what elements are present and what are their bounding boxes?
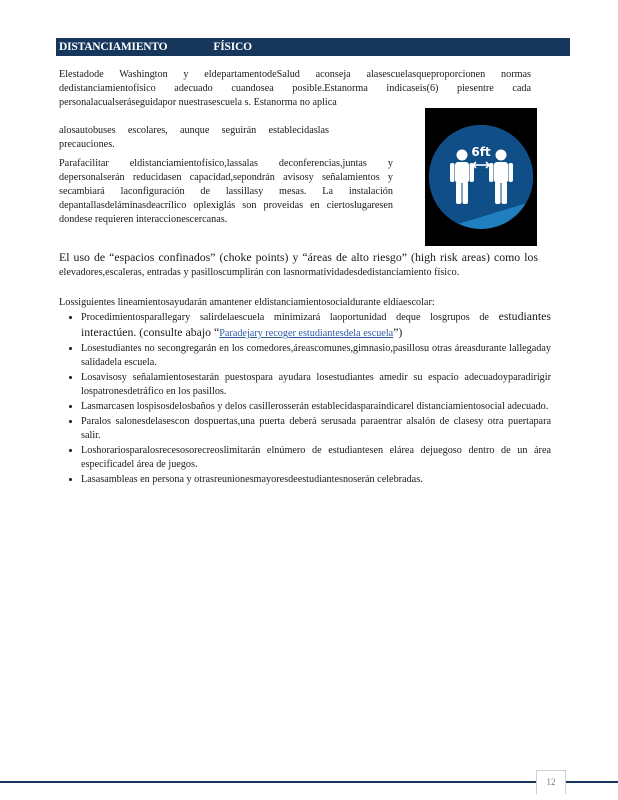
drop-off-pickup-link[interactable]: Paradejary recoger estudiantesdela escuela	[219, 328, 394, 339]
circle-shadow	[425, 108, 537, 234]
list-item: • Loshorariosparalosrecesosorecreoslimitarán elnúmero de estudiantesen eláreа dejuegoso dentro de un área especificadel área de juegos.	[81, 444, 551, 472]
list-item: • Lasasambleas en persona y otrasreunionesmayoresdeestudiantesnoserán celebradas.	[81, 473, 551, 487]
paragraph-3	[59, 250, 538, 280]
paragraph-1: Elestadode Washington y eldepartamentodeSalud aconseja alasescuelasqueproporcionen normas dedistanciamientofísico adecuado cuandosea posible.Estanorma indicaseis(6) piesentre cada personalacualseráseguidapor nuestrasescuela s. Estanorma no aplica	[59, 69, 531, 108]
section-title-word2: FÍSICO	[213, 41, 252, 53]
distancing-graphic	[425, 108, 537, 246]
section-title-word1: DISTANCIAMIENTO	[59, 41, 168, 53]
paragraph-2: Parafacilitar eldistanciamientofísico,lassalas deconferencias,juntas y depersonalserán reducidasen capacidad,sepondrán avisosy señalamientos y secambiará laconfiguración de lassillasy mesas. La instalación depantallasdeláminasdeacrílico oplexiglás son proveidas en ciertoslugaresen dondese requieren interaccionescercanas.	[59, 158, 393, 225]
bullet-1-end: ”)	[393, 325, 403, 339]
bullet-1-big: estudiantes interactúen. (consulte abajo “	[81, 309, 551, 339]
section-header	[56, 38, 570, 56]
bullet-1-start: Procedimientosparallegary salirdelaescuela minimizará laoportunidad deque losgrupos de	[81, 312, 489, 323]
list-item: • Losavisosy señalamientosestarán puestospara ayudara losestudiantes amedir su espacio adecuadoyparadirigir lospatronesdetráfico en los pasillos.	[81, 371, 551, 399]
paragraph-1-continued: alosautobuses escolares, aunque seguirán establecidaslas precauciones.	[59, 125, 329, 150]
distance-label: 6ft	[471, 145, 491, 159]
page-number: 12	[536, 770, 566, 794]
paragraph-4: Lossiguientes lineamientosayudarán amantener eldistanciamientosocialdurante eldíaescolar:	[59, 297, 435, 308]
footer-rule	[0, 781, 618, 783]
list-item: • Paralos salonesdelasescon dospuertas,una puerta deberá serusada paraentrar alsalón de clasesy otra puertapara salir.	[81, 415, 551, 443]
paragraph-3-lead: El uso de “espacios confinados” (choke points) y “áreas de alto riesgo” (high risk areas) como los	[59, 250, 538, 264]
guidelines-list	[59, 309, 551, 488]
list-item: • Lasmarcasen lospisosdelosbaños y delos casillerosserán establecidasparaindicarel distanciamientosocial adecuado.	[81, 400, 551, 414]
list-item: • Losestudiantes no secongregarán en los comedores,áreascomunes,gimnasio,pasillosu otras áreasdurante lallegaday salidadela escuela.	[81, 342, 551, 370]
distancing-illustration	[425, 108, 537, 246]
paragraph-3-rest: elevadores,escaleras, entradas y pasilloscumplirán con lasnormatividadesdedistanciamiento físico.	[59, 267, 460, 278]
list-item	[81, 309, 551, 341]
